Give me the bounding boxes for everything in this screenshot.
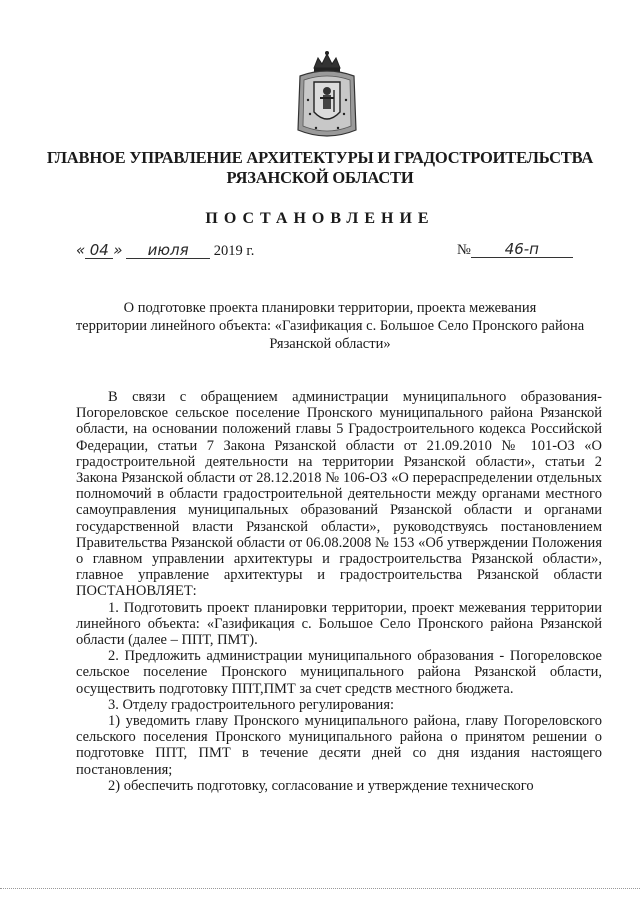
number-prefix: №: [457, 242, 471, 258]
body-item-1: 1. Подготовить проект планировки территории, проект межевания территории линейного объекта: «Газификация с. Большое Село Пронского района Рязанской области (далее – ППТ, ПМТ).: [76, 599, 602, 649]
date-year: 2019 г.: [213, 243, 255, 259]
subject-line2: территории линейного объекта: «Газификация с. Большое Село Пронского района: [75, 318, 585, 334]
body-item-2: 2. Предложить администрации муниципального образования - Погореловское сельское поселение Пронского муниципального района Рязанской области, осуществить подготовку ППТ,ПМТ за счет средств местного бюджета.: [76, 648, 602, 697]
body-item-3-1: 1) уведомить главу Пронского муниципального района, главу Погореловского сельского поселения Пронского муниципального района о принятом решении о подготовке ППТ, ПМТ в течение десяти дней со дня издания настоящего постановления;: [76, 713, 602, 778]
body-item-3-2: 2) обеспечить подготовку, согласование и утверждение технического: [108, 777, 534, 794]
document-subject: [60, 299, 600, 353]
organization-title-line1: ГЛАВНОЕ УПРАВЛЕНИЕ АРХИТЕКТУРЫ И ГРАДОСТРОИТЕЛЬСТВА: [46, 148, 594, 167]
subject-line1: О подготовке проекта планировки территории, проекта межевания: [123, 300, 537, 316]
document-date: [76, 241, 254, 260]
scan-edge-mark: [0, 888, 640, 890]
subject-line3: Рязанской области»: [269, 336, 391, 352]
date-open-quote: «: [76, 241, 86, 259]
organization-title-line2: РЯЗАНСКОЙ ОБЛАСТИ: [226, 168, 414, 187]
document-number: [457, 241, 573, 259]
body-item-3: 3. Отделу градостроительного регулирования:: [108, 696, 395, 713]
document-body: [76, 389, 602, 794]
date-day: 04: [85, 242, 113, 259]
body-paragraph-preamble: В связи с обращением администрации муниципального образования-Погореловское сельское поселение Пронского муниципального района Рязанской области, на основании положений главы 5 Градостроительного кодекса Российской Федерации, статьи 7 Закона Рязанской области от 21.09.2010 № 101-ОЗ «О градостроительной деятельности на территории Рязанской области», статьи 2 Закона Рязанской области от 28.12.2018 № 106-ОЗ «О перераспределении отдельных полномочий в области градостроительной деятельности между органами местного самоуправления муниципальных образований Рязанской области и органами государственной власти Рязанской области», руководствуясь постановлением Правительства Рязанской области от 06.08.2008 № 153 «Об утверждении Положения о главном управлении архитектуры и градостроительства Рязанской области», главное управление архитектуры и градостроительства Рязанской области ПОСТАНОВЛЯЕТ:: [76, 389, 602, 600]
document-type-title: ПОСТАНОВЛЕНИЕ: [205, 210, 435, 227]
coat-of-arms-icon: [292, 50, 362, 144]
date-close-quote: »: [113, 241, 123, 259]
number-value: 46-п: [471, 241, 573, 258]
date-month: июля: [126, 242, 210, 259]
